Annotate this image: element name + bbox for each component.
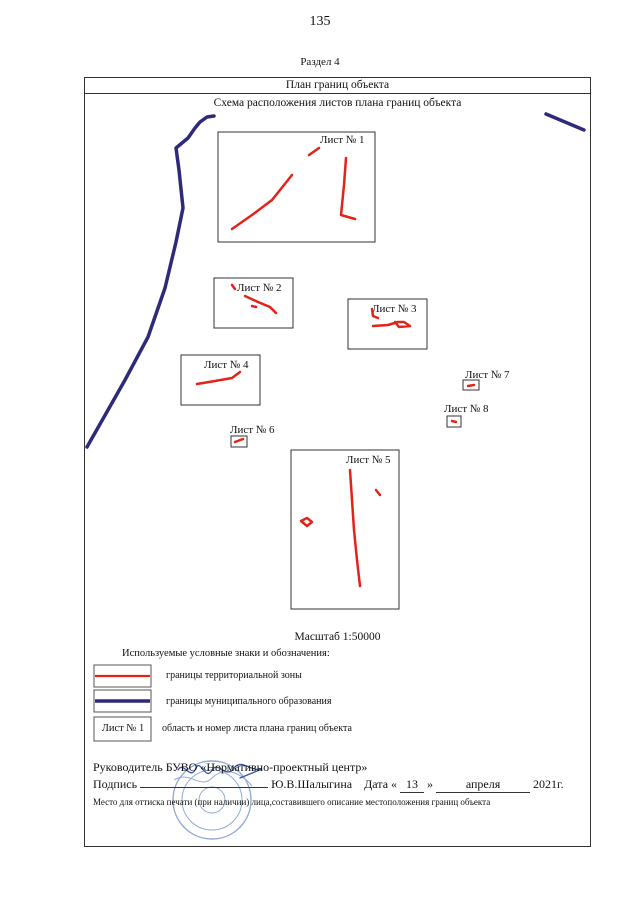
date-label: Дата « [364, 777, 398, 791]
sheet-7-label: Лист № 7 [465, 369, 510, 381]
sheet-1-area [218, 132, 375, 242]
date-day: 13 [400, 777, 424, 793]
signature-label: Подпись [93, 777, 138, 791]
sheet-2-label: Лист № 2 [237, 282, 282, 294]
section-title: Раздел 4 [300, 56, 340, 68]
stamp-note: Место для оттиска печати (при наличии) лица,составившего описание местоположения границ объекта [93, 797, 491, 807]
head-line: Руководитель БУВО «Нормативно-проектный центр» [93, 760, 368, 774]
municipal-border-line-2 [546, 114, 584, 130]
sheet-5-area [291, 450, 399, 609]
legend-municipal-text: границы муниципального образования [166, 696, 332, 707]
date-day-close: » [427, 777, 434, 791]
signature-row [93, 775, 564, 793]
date-year: 2021г. [533, 777, 564, 791]
map-scale: Масштаб 1:50000 [294, 631, 381, 643]
sheet-8-label: Лист № 8 [444, 403, 489, 415]
scheme-title: Схема расположения листов плана границ объекта [213, 97, 462, 109]
date-month: апреля [436, 777, 530, 793]
sheet-3-label: Лист № 3 [372, 303, 417, 315]
sheet-1-label: Лист № 1 [320, 134, 365, 146]
legend-title: Используемые условные знаки и обозначения: [122, 648, 330, 659]
sheet-5-label: Лист № 5 [346, 454, 391, 466]
page-number: 135 [309, 14, 331, 29]
signature-line [140, 775, 268, 788]
sheet-6-label: Лист № 6 [230, 424, 275, 436]
legend-zone-text: границы территориальной зоны [166, 670, 302, 681]
legend-sheet-text: область и номер листа плана границ объекта [162, 723, 352, 734]
signer-name: Ю.В.Шалыгина [271, 777, 353, 791]
plan-title: План границ объекта [84, 77, 591, 94]
municipal-border-line [87, 116, 214, 447]
sheet-4-label: Лист № 4 [204, 359, 249, 371]
legend-sheet-symbol-label: Лист № 1 [101, 723, 145, 734]
